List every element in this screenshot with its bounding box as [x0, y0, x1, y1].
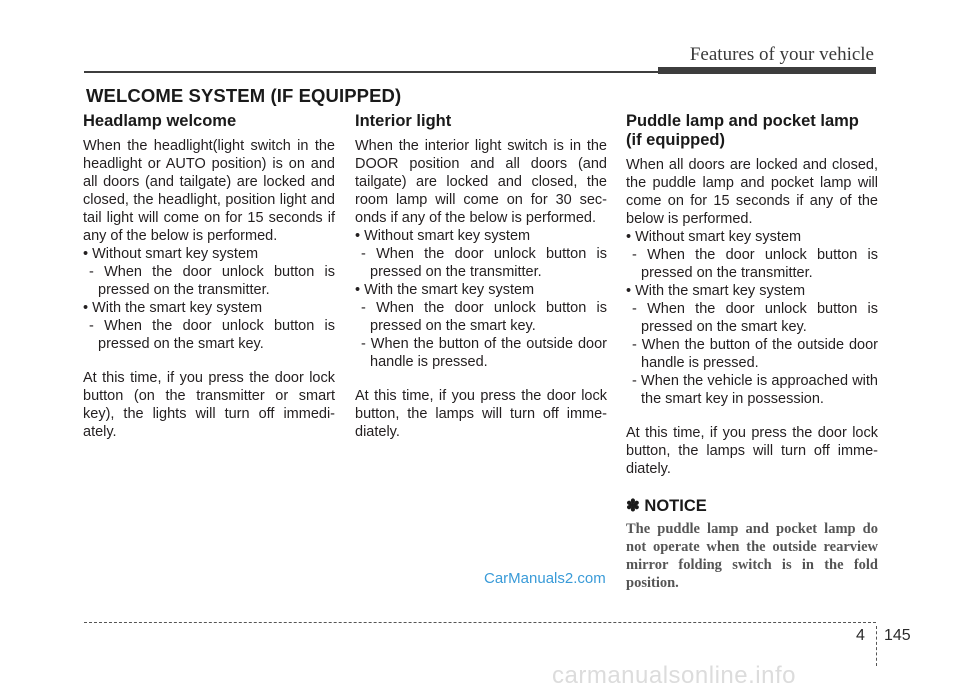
paragraph: At this time, if you press the door lock button, the lamps will turn off imme-diately. — [626, 425, 878, 477]
sub-item: - When the vehicle is approached with the smart key in possession. — [632, 373, 878, 407]
paragraph: At this time, if you press the door lock button, the lamps will turn off imme-diately. — [355, 388, 607, 440]
page-number: 145 — [884, 627, 911, 644]
column-interior-light — [355, 112, 607, 441]
paragraph: When the interior light switch is in the DOOR position and all doors (and tailgate) are locked and closed, the room lamp will come on for 30 sec-onds if any of the below is performed. — [355, 138, 607, 226]
bullet-item: • Without smart key system — [626, 229, 802, 245]
column-headlamp-welcome — [83, 112, 335, 441]
sub-item: - When the door unlock button is pressed on the transmitter. — [632, 247, 878, 281]
sub-item: - When the door unlock button is pressed on the smart key. — [361, 300, 607, 334]
bullet-item: • With the smart key system — [355, 282, 535, 298]
notice-heading: ✽ NOTICE — [626, 497, 707, 515]
notice-text: The puddle lamp and pocket lamp do not operate when the outside rearview mirror folding switch is in the fold position. — [626, 521, 878, 591]
footer-rule — [84, 622, 876, 623]
site-watermark: carmanualsonline.info — [552, 662, 796, 689]
paragraph: At this time, if you press the door lock button (on the transmitter or smart key), the lights will turn off immedi-ately. — [83, 370, 335, 440]
paragraph: When all doors are locked and closed, the puddle lamp and pocket lamp will come on for 15 seconds if any of the below is performed. — [626, 157, 878, 227]
chapter-number: 4 — [856, 627, 865, 644]
header-rule — [84, 71, 658, 73]
bullet-item: • Without smart key system — [83, 246, 259, 262]
column-puddle-lamp — [626, 112, 878, 592]
bullet-item: • With the smart key system — [83, 300, 263, 316]
sub-item: - When the door unlock button is pressed on the smart key. — [89, 318, 335, 352]
bullet-item: • With the smart key system — [626, 283, 806, 299]
section-heading: Headlamp welcome — [83, 112, 237, 130]
paragraph: When the headlight(light switch in the headlight or AUTO position) is on and all doors (and tailgate) are locked and closed, the headlight, position light and tail light will come on for 15 seconds if any of the below is performed. — [83, 138, 335, 244]
section-heading: Puddle lamp and pocket lamp (if equipped) — [626, 112, 859, 149]
sub-item: - When the button of the outside door handle is pressed. — [632, 337, 878, 371]
section-heading: Interior light — [355, 112, 452, 130]
sub-item: - When the button of the outside door handle is pressed. — [361, 336, 607, 370]
page-title: WELCOME SYSTEM (IF EQUIPPED) — [86, 85, 402, 106]
sub-item: - When the door unlock button is pressed on the transmitter. — [361, 246, 607, 280]
section-header-title: Features of your vehicle — [689, 44, 874, 65]
bullet-item: • Without smart key system — [355, 228, 531, 244]
sub-item: - When the door unlock button is pressed on the transmitter. — [89, 264, 335, 298]
watermark-link[interactable]: CarManuals2.com — [484, 570, 606, 587]
sub-item: - When the door unlock button is pressed on the smart key. — [632, 301, 878, 335]
page-number-divider — [876, 626, 877, 666]
header-rule-thick — [658, 67, 876, 74]
